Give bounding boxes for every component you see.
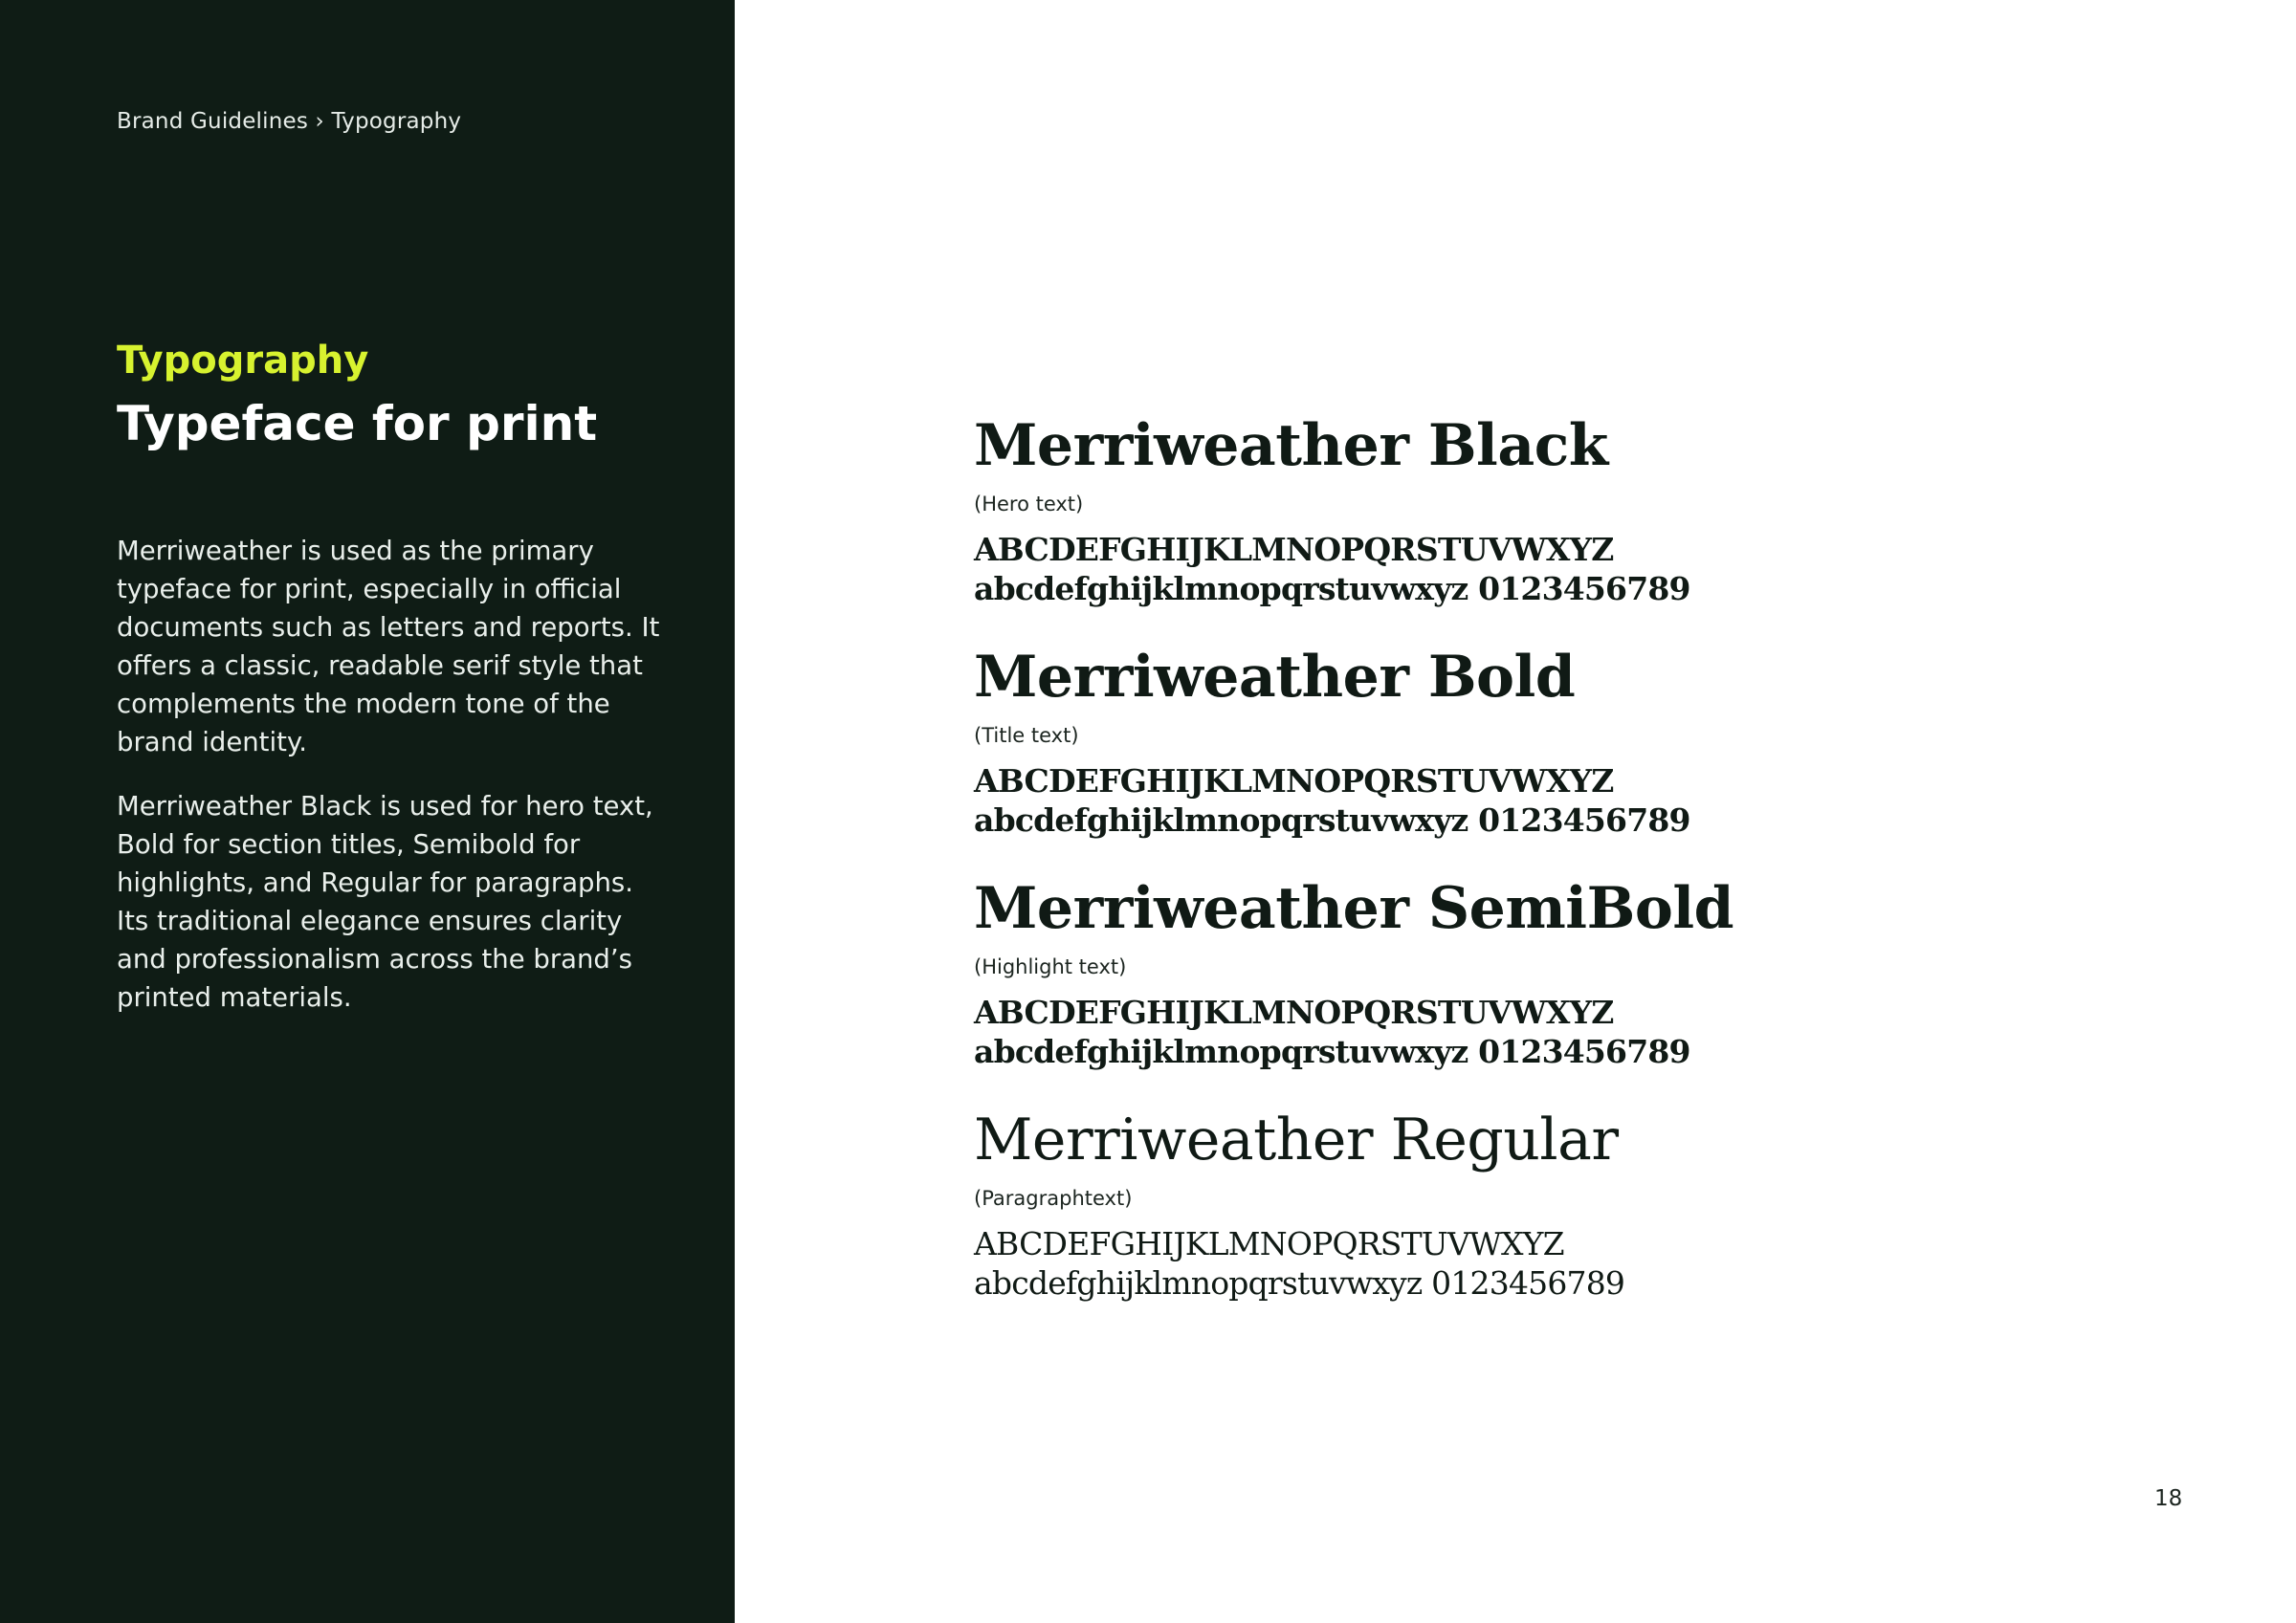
- specimen-glyphs: [974, 993, 2122, 1071]
- specimen-glyphs: [974, 761, 2122, 840]
- specimen-semibold: [974, 874, 2122, 1071]
- specimen-role: (Hero text): [974, 493, 1084, 515]
- specimen-regular: [974, 1106, 2122, 1303]
- specimen-role: (Highlight text): [974, 955, 1127, 978]
- specimen-name: Merriweather Black: [974, 412, 1608, 479]
- specimen-name: Merriweather SemiBold: [974, 875, 1734, 942]
- specimen-glyphs: [974, 1224, 2122, 1303]
- specimen-name: Merriweather Regular: [974, 1107, 1619, 1173]
- specimen-uppercase: ABCDEFGHIJKLMNOPQRSTUVWXYZ: [974, 994, 1614, 1031]
- specimen-black: [974, 411, 2122, 608]
- breadcrumb: Brand Guidelines › Typography: [117, 109, 462, 134]
- specimen-lowercase: abcdefghijklmnopqrstuvwxyz 0123456789: [974, 801, 1690, 839]
- specimen-lowercase: abcdefghijklmnopqrstuvwxyz 0123456789: [974, 1264, 1625, 1302]
- specimen-lowercase: abcdefghijklmnopqrstuvwxyz 0123456789: [974, 570, 1690, 607]
- intro-paragraph-primary: [117, 532, 662, 761]
- paragraph-text: Merriweather is used as the primary typeface for print, especially in official documents such as letters and reports. It offers a classic, readable serif style that complements the modern tone of the brand identity.: [117, 536, 660, 757]
- page-number: 18: [2154, 1486, 2183, 1511]
- sidebar-panel: [0, 0, 735, 1623]
- specimen-role: (Paragraphtext): [974, 1187, 1133, 1210]
- paragraph-text: Merriweather Black is used for hero text, Bold for section titles, Semibold for highlights, and Regular for paragraphs. Its traditional elegance ensures clarity and professionalism across the brand’s printed materials.: [117, 791, 653, 1013]
- specimen-role: (Title text): [974, 724, 1079, 747]
- specimen-uppercase: ABCDEFGHIJKLMNOPQRSTUVWXYZ: [974, 762, 1614, 800]
- specimen-bold: [974, 643, 2122, 840]
- section-eyebrow: Typography: [117, 339, 369, 383]
- specimen-uppercase: ABCDEFGHIJKLMNOPQRSTUVWXYZ: [974, 1225, 1564, 1262]
- specimen-lowercase: abcdefghijklmnopqrstuvwxyz 0123456789: [974, 1033, 1690, 1070]
- intro-paragraph-weights: [117, 787, 662, 1017]
- specimen-uppercase: ABCDEFGHIJKLMNOPQRSTUVWXYZ: [974, 531, 1614, 568]
- specimen-glyphs: [974, 530, 2122, 608]
- page-title: Typeface for print: [117, 396, 598, 451]
- specimen-name: Merriweather Bold: [974, 644, 1576, 711]
